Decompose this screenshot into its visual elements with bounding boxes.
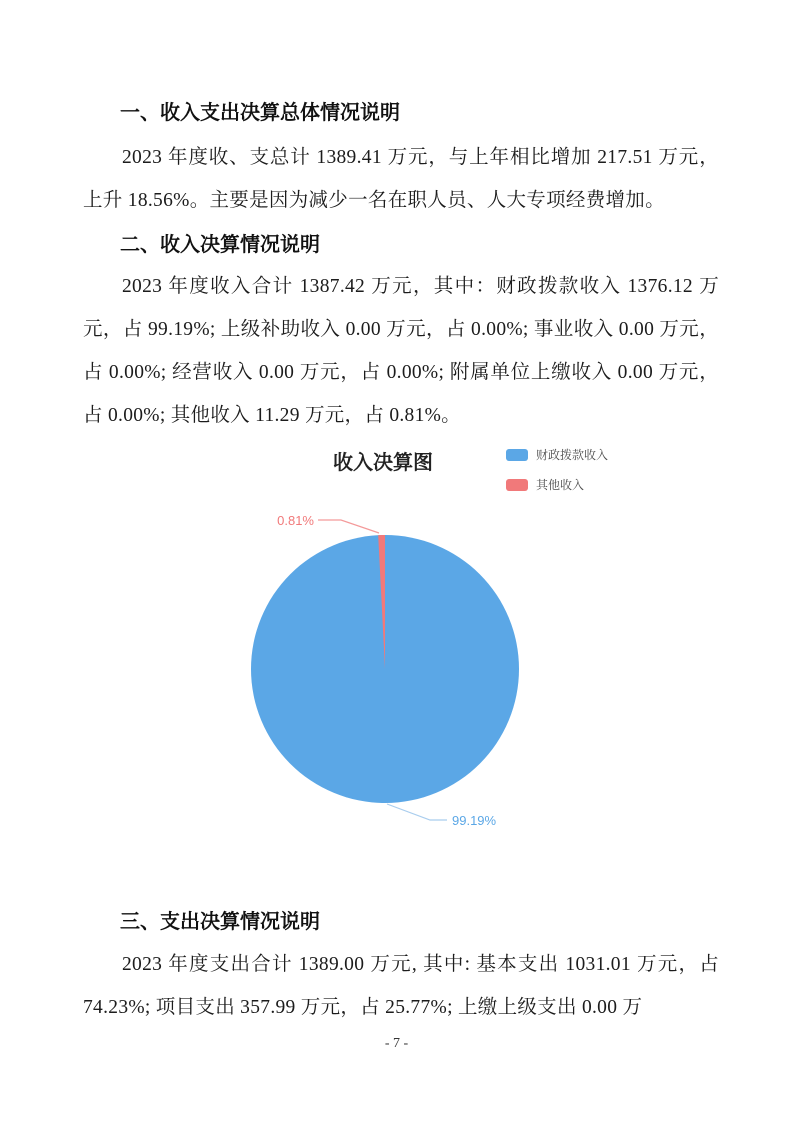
legend-label-other: 其他收入 xyxy=(536,478,585,492)
section-heading-expenditure: 三、支出决算情况说明 xyxy=(120,911,320,933)
chart-title: 收入决算图 xyxy=(333,452,433,474)
page-number: - 7 - xyxy=(384,1036,409,1051)
pie-label-other: 0.81% xyxy=(277,513,314,528)
legend-label-fiscal: 财政拨款收入 xyxy=(536,448,609,462)
pie-label-fiscal: 99.19% xyxy=(452,813,497,828)
paragraph-overall: 2023 年度收、支总计 1389.41 万元，与上年相比增加 217.51 万元，上升 18.56%。主要是因为减少一名在职人员、人大专项经费增加。 xyxy=(83,147,719,211)
section-heading-overall: 一、收入支出决算总体情况说明 xyxy=(120,102,400,124)
pie-chart-canvas xyxy=(83,440,723,870)
paragraph-income: 2023 年度收入合计 1387.42 万元，其中：财政拨款收入 1376.12 万元，占 99.19%; 上级补助收入 0.00 万元，占 0.00%; 事业收入 0.00 万元，占 0.00%; 经营收入 0.00 万元，占 0.00%; 附属单位上缴收入 0.00 万元，占 0.00%; 其他收入 11.29 万元，占 0.81%。 xyxy=(83,276,719,426)
leader-line-fiscal xyxy=(387,804,447,820)
leader-line-other xyxy=(318,520,379,533)
section-heading-income: 二、收入决算情况说明 xyxy=(120,234,320,256)
paragraph-expenditure: 2023 年度支出合计 1389.00 万元, 其中: 基本支出 1031.01 万元，占 74.23%; 项目支出 357.99 万元，占 25.77%; 上缴上级支出 0.00 万 xyxy=(83,954,719,1018)
